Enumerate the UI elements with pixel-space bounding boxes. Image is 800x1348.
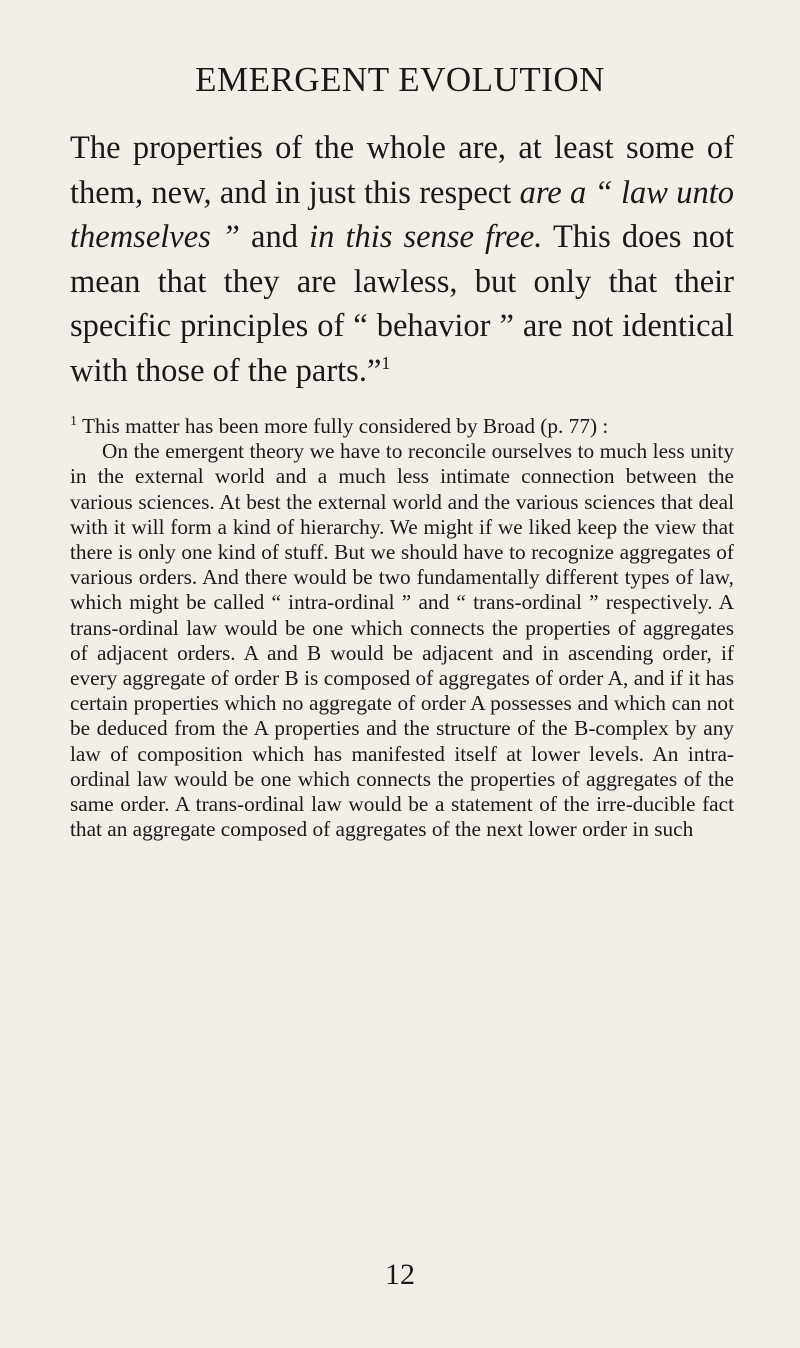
main-text-part2: and — [251, 219, 298, 255]
running-head: EMERGENT EVOLUTION — [195, 60, 605, 99]
footnote-reference: 1 — [381, 352, 391, 373]
footnote-intro: This matter has been more fully considered by Broad (p. 77) : — [81, 414, 609, 438]
footnote-marker: 1 — [70, 413, 77, 429]
main-text-italic1: are a “ law unto themselves ” — [70, 174, 734, 255]
main-paragraph — [70, 126, 734, 393]
footnote-quote: On the emergent theory we have to reconcile ourselves to much less unity in the external world and a much less intimate connection between the various sciences. At best the external world and the various sciences that deal with it will form a kind of hierarchy. We might if we liked keep the view that there is only one kind of stuff. But we should have to recognize aggregates of various orders. And there would be two fundamentally different types of law, which might be called “ intra-ordinal ” and “ trans-ordinal ” respectively. A trans-ordinal law would be one which connects the properties of aggregates of adjacent orders. A and B would be adjacent and in ascending order, if every aggregate of order B is composed of aggregates of order A, and if it has certain properties which no aggregate of order A possesses and which can not be deduced from the A properties and the structure of the B-complex by any law of composition which has manifested itself at lower levels. An intra-ordinal law would be one which connects the properties of aggregates of the same order. A trans-ordinal law would be a statement of the irre-ducible fact that an aggregate composed of aggregates of the next lower order in such — [70, 439, 734, 842]
page-number: 12 — [385, 1258, 415, 1291]
footnote-block — [70, 414, 734, 842]
main-text-part1: The properties of the whole are, at least some of them, new, and in just this respect — [70, 130, 734, 211]
main-text-italic2: in this sense free. — [309, 219, 543, 255]
main-text-part3: This does not mean that they are lawless, but only that their specific principles of “ behavior ” are not identical with those of the parts.” — [70, 219, 735, 389]
